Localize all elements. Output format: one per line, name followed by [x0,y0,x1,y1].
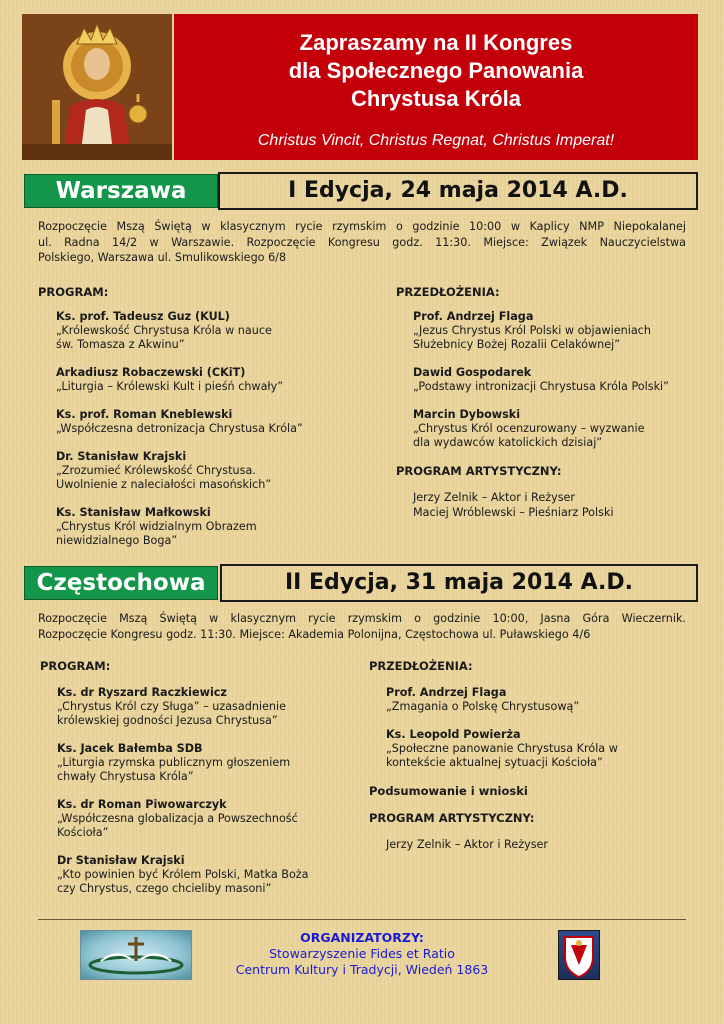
talk-title: „Zrozumieć Królewskość Chrystusa. Uwolnienie z naleciałości masońskich” [56,464,272,491]
crest-icon [559,931,599,979]
intro-line: Rozpoczęcie Kongresu godz. 11:30. Miejsce: Akademia Polonijna, Częstochowa ul. Puławskiego 4/6 [38,627,591,641]
artistic-item: Maciej Wróblewski – Pieśniarz Polski [413,506,614,519]
edition1-intro [38,219,686,266]
lecture-item [413,366,669,394]
intro-line: Rozpoczęcie Mszą Świętą w klasycznym rycie rzymskim o godzinie 10:00, Jasna Góra Wieczernik. [38,612,686,625]
title-banner [174,14,698,160]
intro-line: Polskiego, Warszawa ul. Smulikowskiego 6/8 [38,251,287,264]
program-item [57,686,286,728]
talk-title: „Królewskość Chrystusa Króla w nauce św. Tomasza z Akwinu” [56,324,272,351]
talk-title: „Zmagania o Polskę Chrystusową” [386,700,580,713]
lecture-item [413,310,651,352]
speaker-name: Ks. Jacek Bałemba SDB [57,742,203,755]
organizer-logo-image [81,931,191,979]
speaker-name: Prof. Andrzej Flaga [413,310,534,323]
talk-title: „Kto powinien być Królem Polski, Matka Boża czy Chrystus, czego chcieliby masoni” [57,868,309,895]
speaker-name: Arkadiusz Robaczewski (CKiT) [56,366,246,379]
program-item [57,742,290,784]
program-item [56,408,303,436]
organizer-name: Centrum Kultury i Tradycji, Wiedeń 1863 [235,962,489,977]
speaker-name: Ks. dr Ryszard Raczkiewicz [57,686,227,699]
program-item [56,450,271,492]
intro-line: ul. Radna 14/2 w Warszawie. Rozpoczęcie Kongresu godz. 11:30. Miejsce: Związek Nauczycielstwa [38,235,686,249]
talk-title: „Liturgia – Królewski Kult i pieśń chwały” [56,380,284,393]
talk-title: „Podstawy intronizacji Chrystusa Króla Polski” [413,380,669,393]
fides-et-ratio-logo [80,930,192,980]
speaker-name: Ks. Stanisław Małkowski [56,506,211,519]
speaker-name: Dr Stanisław Krajski [57,854,185,867]
organizer-name: Stowarzyszenie Fides et Ratio [269,946,455,961]
speaker-name: Dr. Stanisław Krajski [56,450,187,463]
lecture-item [413,408,644,450]
artistic-heading: PROGRAM ARTYSTYCZNY: [369,811,535,825]
program-item [56,506,257,548]
speaker-name: Ks. prof. Tadeusz Guz (KUL) [56,310,230,323]
talk-title: „Współczesna detronizacja Chrystusa Króla” [56,422,303,435]
lecture-item [386,728,618,770]
program-item [57,798,298,840]
speaker-name: Dawid Gospodarek [413,366,532,379]
intro-line: Rozpoczęcie Mszą Świętą w klasycznym rycie rzymskim o godzinie 10:00 w Kaplicy NMP Niepokalanej [38,220,686,233]
artistic-item: Jerzy Zelnik – Aktor i Reżyser [413,491,576,504]
christ-the-king-image [22,14,172,160]
artistic-item: Jerzy Zelnik – Aktor i Reżyser [386,838,549,851]
lectures-heading: PRZEDŁOŻENIA: [369,659,473,673]
edition-title-1: I Edycja, 24 maja 2014 A.D. [218,172,698,210]
lectures-heading: PRZEDŁOŻENIA: [396,285,500,299]
talk-title: „Chrystus Król ocenzurowany – wyzwanie dla wydawców katolickich dzisiaj” [413,422,645,449]
talk-title: „Chrystus Król czy Sługa” – uzasadnienie królewskiej godności Jezusa Chrystusa” [57,700,286,727]
talk-title: „Chrystus Król widzialnym Obrazem niewidzialnego Boga” [56,520,257,547]
program-item [56,366,283,394]
footer-divider [38,919,686,920]
talk-title: „Współczesna globalizacja a Powszechność Kościoła” [57,812,298,839]
banner-title-line-3: Chrystusa Króla [351,86,521,111]
talk-title: „Społeczne panowanie Chrystusa Króla w kontekście aktualnej sytuacji Kościoła” [386,742,618,769]
program-heading: PROGRAM: [40,659,111,673]
city-label-czestochowa: Częstochowa [24,566,218,600]
speaker-name: Ks. dr Roman Piwowarczyk [57,798,227,811]
banner-motto: Christus Vincit, Christus Regnat, Christus Imperat! [257,132,615,149]
speaker-name: Ks. prof. Roman Kneblewski [56,408,233,421]
organizers-heading: ORGANIZATORZY: [300,930,424,945]
lecture-item [386,686,579,714]
banner-title-line-2: dla Społecznego Panowania [288,58,584,83]
centrum-kultury-crest [558,930,600,980]
program-heading: PROGRAM: [38,285,109,299]
talk-title: „Jezus Chrystus Król Polski w objawieniach Służebnicy Bożej Rozalii Celakównej” [413,324,651,351]
speaker-name: Ks. Leopold Powierża [386,728,521,741]
city-label-warszawa: Warszawa [24,174,218,208]
banner-title-line-1: Zapraszamy na II Kongres [299,30,573,55]
christ-king-picture [22,14,172,160]
program-item [57,854,309,896]
program-item [56,310,272,352]
talk-title: „Liturgia rzymska publicznym głoszeniem chwały Chrystusa Króla” [57,756,291,783]
artistic-heading: PROGRAM ARTYSTYCZNY: [396,464,562,478]
speaker-name: Marcin Dybowski [413,408,521,421]
summary-heading: Podsumowanie i wnioski [369,784,528,798]
edition-title-2: II Edycja, 31 maja 2014 A.D. [220,564,698,602]
edition2-intro [38,611,686,642]
speaker-name: Prof. Andrzej Flaga [386,686,507,699]
